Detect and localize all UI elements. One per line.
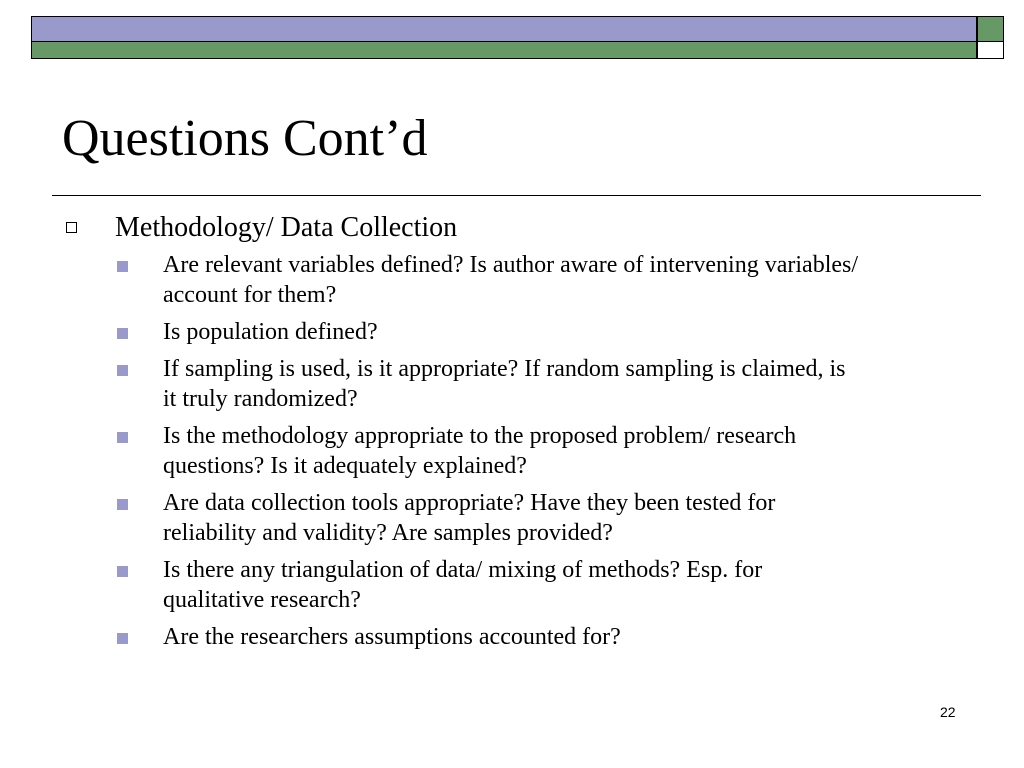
section-heading-item	[64, 210, 964, 246]
list-item	[64, 421, 863, 481]
decorative-banner	[31, 16, 1004, 59]
section-heading: Methodology/ Data Collection	[115, 212, 458, 243]
list-item	[64, 555, 863, 615]
list-item-text: Are data collection tools appropriate? Have they been tested for reliability and validity? Are samples provided?	[163, 490, 776, 546]
list-item-text: If sampling is used, is it appropriate? If random sampling is claimed, is it truly randomized?	[163, 356, 846, 412]
list-item-text: Is population defined?	[163, 319, 378, 345]
list-item	[64, 317, 863, 347]
page-number: 22	[940, 704, 956, 720]
list-item	[64, 488, 863, 548]
square-bullet-icon	[117, 432, 128, 443]
slide-title: Questions Cont’d	[62, 110, 428, 167]
hollow-square-icon	[66, 222, 77, 233]
square-bullet-icon	[117, 499, 128, 510]
square-bullet-icon	[117, 566, 128, 577]
square-bullet-icon	[117, 633, 128, 644]
list-item	[64, 354, 863, 414]
banner-green-bar	[31, 41, 977, 59]
banner-white-square	[977, 41, 1004, 59]
question-list	[64, 250, 964, 652]
list-item-text: Is the methodology appropriate to the proposed problem/ research questions? Is it adequately explained?	[163, 423, 797, 479]
list-item	[64, 250, 863, 310]
slide-content	[64, 210, 964, 659]
list-item-text: Is there any triangulation of data/ mixing of methods? Esp. for qualitative research?	[163, 557, 763, 613]
list-item-text: Are the researchers assumptions accounted for?	[163, 624, 621, 650]
title-divider	[52, 195, 981, 196]
list-item	[64, 622, 863, 652]
banner-green-square	[977, 16, 1004, 42]
square-bullet-icon	[117, 261, 128, 272]
list-item-text: Are relevant variables defined? Is author aware of intervening variables/ account for them?	[163, 252, 859, 308]
square-bullet-icon	[117, 365, 128, 376]
square-bullet-icon	[117, 328, 128, 339]
banner-purple-bar	[31, 16, 977, 42]
